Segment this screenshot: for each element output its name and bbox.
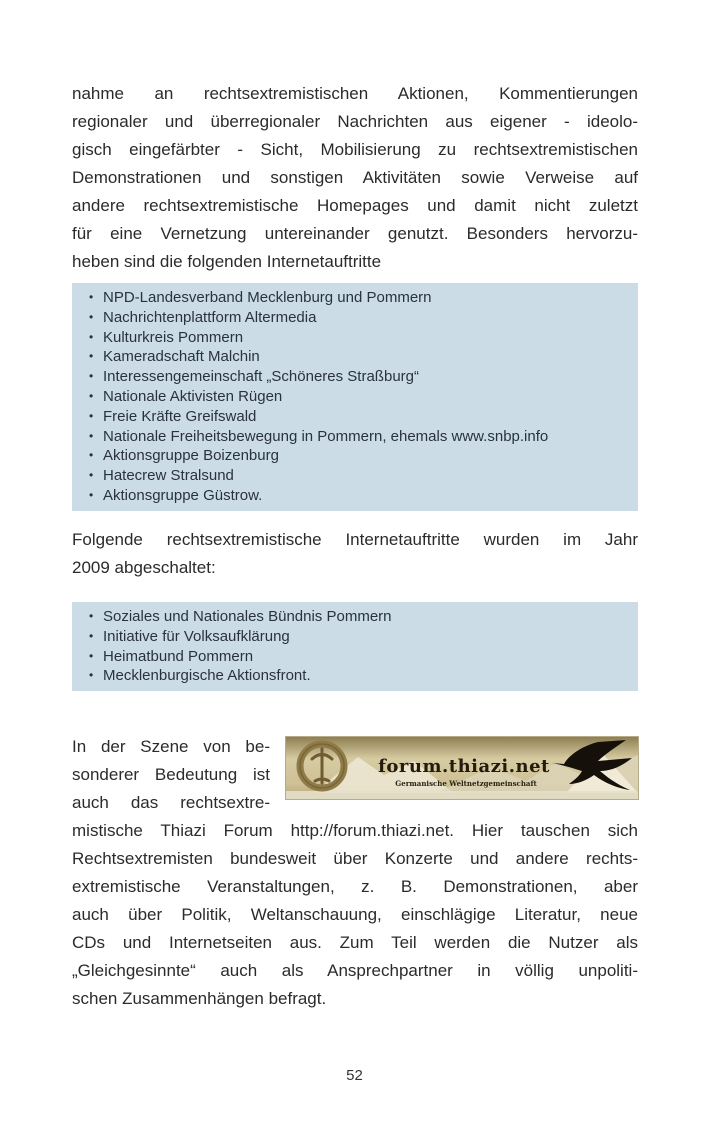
list-item: • Mecklenburgische Aktionsfront. [72, 666, 628, 686]
text-line: gisch eingefärbter - Sicht, Mobilisierung zu rechtsextremistischen [72, 140, 638, 159]
list-item: • Aktionsgruppe Güstrow. [72, 486, 628, 506]
text-line: schen Zusammenhängen befragt. [72, 989, 327, 1008]
paragraph-thiazi [72, 733, 638, 1013]
banner-bottom-strip [286, 791, 638, 799]
list-item: • Initiative für Volksaufklärung [72, 627, 628, 647]
text-line: auch das rechtsextre- [72, 793, 270, 812]
list-item: • Nachrichtenplattform Altermedia [72, 308, 628, 328]
text-line: nahme an rechtsextremistischen Aktionen, Kommentierungen [72, 84, 638, 103]
list-item: • Kulturkreis Pommern [72, 328, 628, 348]
shutdown-websites-list [72, 602, 638, 691]
list-item: • Interessengemeinschaft „Schöneres Straßburg“ [72, 367, 628, 387]
list-item: • Heimatbund Pommern [72, 647, 628, 667]
shutdown-websites-box [72, 602, 638, 691]
text-line: extremistische Veranstaltungen, z. B. Demonstrationen, aber [72, 877, 638, 896]
paragraph-intro [72, 80, 638, 276]
text-line: 2009 abgeschaltet: [72, 558, 216, 577]
text-line: andere rechtsextremistische Homepages und damit nicht zuletzt [72, 196, 638, 215]
text-line: regionaler und überregionaler Nachrichten aus eigener - ideolo- [72, 112, 638, 131]
text-line: Demonstrationen und sonstigen Aktivitäten sowie Verweise auf [72, 168, 638, 187]
paragraph-shutdown-intro [72, 526, 638, 582]
text-line: für eine Vernetzung untereinander genutzt. Besonders hervorzu- [72, 224, 638, 243]
banner-subtitle: Germanische Weltnetzgemeinschaft [395, 779, 537, 788]
text-line: heben sind die folgenden Internetauftritte [72, 252, 382, 271]
list-item: • Nationale Freiheitsbewegung in Pommern, ehemals www.snbp.info [72, 427, 628, 447]
list-item: • Freie Kräfte Greifswald [72, 407, 628, 427]
banner-title: forum.thiazi.net [378, 756, 550, 777]
text-line: sonderer Bedeutung ist [72, 765, 270, 784]
text-line: „Gleichgesinnte“ auch als Ansprechpartner in völlig unpoliti- [72, 961, 638, 980]
text-line: Folgende rechtsextremistische Internetauftritte wurden im Jahr [72, 530, 638, 549]
text-line: auch über Politik, Weltanschauung, einschlägige Literatur, neue [72, 905, 638, 924]
text-line: In der Szene von be- [72, 737, 270, 756]
page-number: 52 [346, 1067, 363, 1084]
list-item: • Hatecrew Stralsund [72, 466, 628, 486]
text-line: Rechtsextremisten bundesweit über Konzerte und andere rechts- [72, 849, 638, 868]
thiazi-banner-image [286, 737, 638, 799]
list-item: • Soziales und Nationales Bündnis Pommern [72, 607, 628, 627]
thiazi-banner-graphic [286, 737, 638, 799]
text-line: mistische Thiazi Forum http://forum.thiazi.net. Hier tauschen sich [72, 821, 638, 840]
active-websites-box [72, 283, 638, 511]
list-item: • NPD-Landesverband Mecklenburg und Pommern [72, 288, 628, 308]
list-item: • Kameradschaft Malchin [72, 347, 628, 367]
list-item: • Nationale Aktivisten Rügen [72, 387, 628, 407]
list-item: • Aktionsgruppe Boizenburg [72, 446, 628, 466]
text-line: CDs und Internetseiten aus. Zum Teil werden die Nutzer als [72, 933, 638, 952]
active-websites-list [72, 283, 638, 511]
